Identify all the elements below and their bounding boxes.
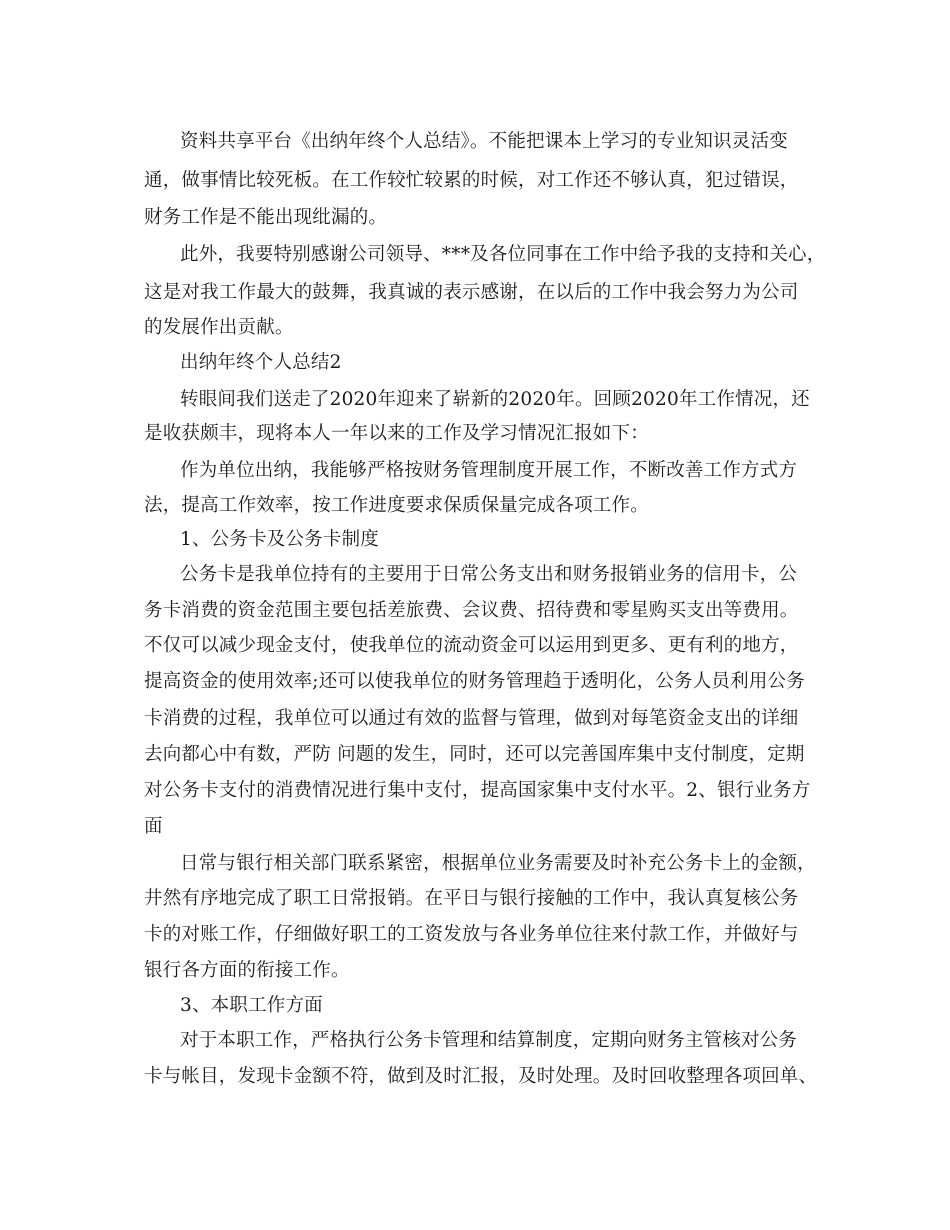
text-line-8: 转眼间我们送走了2020年迎来了崭新的2020年。回顾2020年工作情况，还: [180, 389, 810, 410]
subheading-1: 1、公务卡及公务卡制度: [180, 529, 379, 550]
text-line-6: 的发展作出贡献。: [144, 317, 294, 338]
section-heading-2: 出纳年终个人总结2: [180, 352, 342, 373]
text-line-5: 这是对我工作最大的鼓舞，我真诚的表示感谢，在以后的工作中我会努力为公司: [144, 282, 799, 303]
text-line-18: 去向都心中有数，严防 问题的发生，同时，还可以完善国库集中支付制度，定期: [144, 744, 805, 765]
text-line-24: 银行各方面的衔接工作。: [144, 960, 350, 981]
text-line-1: 资料共享平台《出纳年终个人总结》。不能把课本上学习的专业知识灵活变: [180, 131, 788, 152]
text-line-9: 是收获颇丰，现将本人一年以来的工作及学习情况汇报如下：: [144, 423, 649, 444]
text-line-23: 卡的对账工作，仔细做好职工的工资发放与各业务单位往来付款工作，并做好与: [144, 924, 799, 945]
text-line-22: 井然有序地完成了职工日常报销。在平日与银行接触的工作中，我认真复核公务: [144, 888, 799, 909]
text-line-16: 提高资金的使用效率;还可以使我单位的财务管理趋于透明化，公务人员利用公务: [144, 671, 805, 692]
text-line-27: 卡与帐目，发现卡金额不符，做到及时汇报，及时处理。及时回收整理各项回单、: [144, 1066, 818, 1087]
text-line-3: 财务工作是不能出现纰漏的。: [144, 207, 388, 228]
subheading-3: 3、本职工作方面: [180, 995, 323, 1016]
text-line-4: 此外，我要特别感谢公司领导、***及各位同事在工作中给予我的支持和关心，: [180, 244, 826, 265]
text-line-20: 面: [144, 816, 163, 837]
text-line-21: 日常与银行相关部门联系紧密，根据单位业务需要及时补充公务卡上的金额，: [180, 853, 816, 874]
text-line-14: 务卡消费的资金范围主要包括差旅费、会议费、招待费和零星购买支出等费用。: [144, 600, 799, 621]
text-line-26: 对于本职工作，严格执行公务卡管理和结算制度，定期向财务主管核对公务: [180, 1030, 798, 1051]
text-line-15: 不仅可以减少现金支付，使我单位的流动资金可以运用到更多、更有利的地方，: [144, 635, 799, 656]
text-line-10: 作为单位出纳，我能够严格按财务管理制度开展工作，不断改善工作方式方: [180, 460, 798, 481]
text-line-19: 对公务卡支付的消费情况进行集中支付，提高国家集中支付水平。2、银行业务方: [144, 780, 811, 801]
text-line-17: 卡消费的过程，我单位可以通过有效的监督与管理，做到对每笔资金支出的详细: [144, 708, 799, 729]
text-line-13: 公务卡是我单位持有的主要用于日常公务支出和财务报销业务的信用卡，公: [180, 564, 798, 585]
text-line-2: 通，做事情比较死板。在工作较忙较累的时候，对工作还不够认真，犯过错误，: [144, 170, 799, 191]
text-line-11: 法，提高工作效率，按工作进度要求保质保量完成各项工作。: [144, 495, 649, 516]
